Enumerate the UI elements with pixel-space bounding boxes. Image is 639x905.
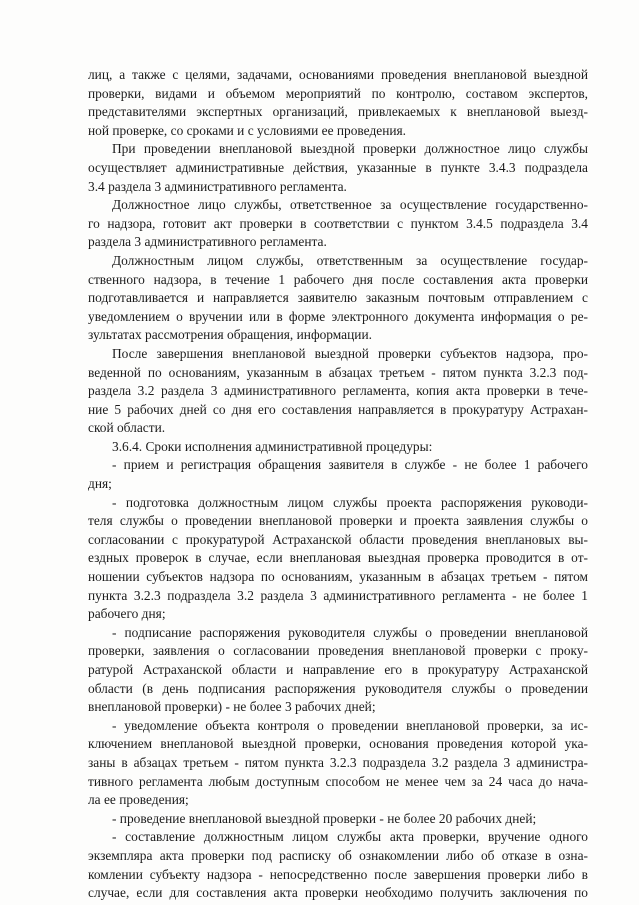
text-line: раздела 3 административного регламента. xyxy=(88,234,327,250)
text-line: экземпляра акта проверки под расписку об ознакомлении либо об отказе в озна- xyxy=(88,847,588,863)
text-line: пункта 3.2.3 подраздела 3.2 раздела 3 административного регламента - не более 1 xyxy=(88,587,588,603)
text-line: ственного надзора, в течение 1 рабочего дня после составления акта проверки xyxy=(88,271,588,287)
text-line: 3.4 раздела 3 административного регламента. xyxy=(88,178,347,194)
text-line: области (в день подписания распоряжения руководителя службы о проведении xyxy=(88,680,588,696)
text-line: внеплановой проверки) - не более 3 рабочих дней; xyxy=(88,699,376,715)
text-line: ключением внеплановой выездной проверки, основания проведения которой ука- xyxy=(88,736,588,752)
text-line: уведомлением о вручении или в форме электронного документа информация о ре- xyxy=(88,308,588,324)
text-line: осуществляет административные действия, указанные в пункте 3.4.3 подраздела xyxy=(88,159,588,175)
text-line: - прием и регистрация обращения заявителя в службе - не более 1 рабочего xyxy=(112,457,588,473)
text-line: - составление должностным лицом службы акта проверки, вручение одного xyxy=(112,829,588,845)
text-line: проверки, заявления о согласовании проведения внеплановой проверки с проку- xyxy=(88,643,588,659)
text-line: ношении субъектов надзора по основаниям, указанным в абзацах третьем - пятом xyxy=(88,569,588,585)
text-line: представителями экспертных организаций, привлекаемых к внеплановой выезд- xyxy=(88,104,588,120)
paragraph xyxy=(88,252,588,345)
paragraph xyxy=(88,196,588,252)
text-line: Должностное лицо службы, ответственное за осуществление государственно- xyxy=(112,197,588,213)
text-line: ние 5 рабочих дней со дня его составления направляется в прокуратуру Астрахан- xyxy=(88,401,588,417)
text-line: ла ее проведения; xyxy=(88,792,189,808)
paragraph xyxy=(88,345,588,438)
text-line: ской области. xyxy=(88,420,166,436)
text-line: комлении субъекту надзора - непосредственно после завершения проверки либо в xyxy=(88,866,588,882)
text-line: согласовании с прокуратурой Астраханской области проведения внеплановых вы- xyxy=(88,531,588,547)
text-line: проверки, видами и объемом мероприятий по контролю, составом экспертов, xyxy=(88,85,588,101)
text-line: зультатах рассмотрения обращения, информации. xyxy=(88,327,372,343)
text-line: Должностным лицом службы, ответственным за осуществление государ- xyxy=(112,252,588,268)
text-line: лиц, а также с целями, задачами, основаниями проведения внеплановой выездной xyxy=(88,67,588,82)
text-line: теля службы о проведении внеплановой проверки и проекта заявления службы о xyxy=(88,513,588,529)
paragraph xyxy=(88,140,588,196)
paragraph xyxy=(88,828,588,902)
text-line: При проведении внеплановой выездной проверки должностное лицо службы xyxy=(112,141,588,157)
text-line: веденной по основаниям, указанным в абзацах третьем - пятом пункта 3.2.3 под- xyxy=(88,364,588,380)
text-line: ездных проверок в случае, если внеплановая выездная проверка проводится в от- xyxy=(88,550,588,566)
text-line: - проведение внеплановой выездной проверки - не более 20 рабочих дней; xyxy=(112,810,537,826)
text-line: - подготовка должностным лицом службы проекта распоряжения руководи- xyxy=(112,494,588,510)
text-line: - подписание распоряжения руководителя службы о проведении внеплановой xyxy=(112,624,588,640)
text-line: заны в абзацах третьем - пятом пункта 3.2.3 подраздела 3.2 раздела 3 администра- xyxy=(88,754,588,770)
text-line: подготавливается и направляется заявителю заказным почтовым отправлением с xyxy=(88,290,588,306)
text-line: тивного регламента любым доступным способом не менее чем за 24 часа до нача- xyxy=(88,773,588,789)
text-line: раздела 3.2 раздела 3 административного регламента, копия акта проверки в тече- xyxy=(88,383,588,399)
paragraph xyxy=(88,456,588,493)
paragraph xyxy=(88,438,588,457)
paragraph xyxy=(88,810,588,829)
text-line: случае, если для составления акта проверки необходимо получить заключения по xyxy=(88,885,588,901)
text-line: рабочего дня; xyxy=(88,606,166,622)
paragraph xyxy=(88,494,588,624)
text-line: ной проверке, со сроками и с условиями ее проведения. xyxy=(88,122,407,138)
text-line: дня; xyxy=(88,476,112,492)
text-line: - уведомление объекта контроля о проведении внеплановой проверки, за ис- xyxy=(112,717,588,733)
paragraph xyxy=(88,624,588,717)
paragraph xyxy=(88,717,588,810)
text-line: После завершения внеплановой выездной проверки субъектов надзора, про- xyxy=(112,345,588,361)
text-line: 3.6.4. Сроки исполнения административной процедуры: xyxy=(112,438,433,454)
paragraph xyxy=(88,66,588,140)
document-body xyxy=(88,66,588,903)
text-line: го надзора, готовит акт проверки в соответствии с пунктом 3.4.5 подраздела 3.4 xyxy=(88,215,588,231)
text-line: ратурой Астраханской области и направление его в прокуратуру Астраханской xyxy=(88,662,588,677)
